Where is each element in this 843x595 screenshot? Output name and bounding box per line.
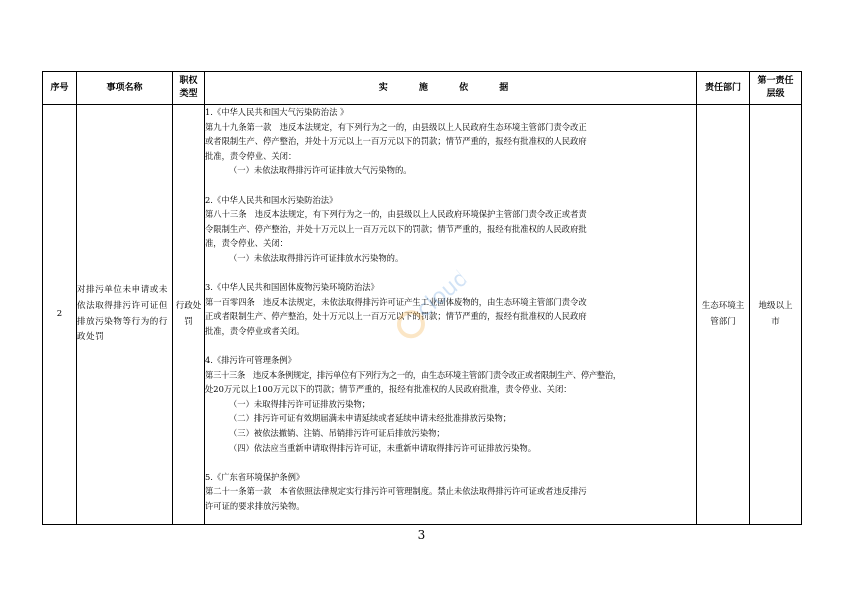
table-row	[43, 105, 802, 525]
item-line: （一）未取得排污许可证排放污染物；	[229, 398, 371, 409]
item-line: 处20万元以上100万元以下的罚款；情节严重的，报经有批准权的人民政府批准，责令停业、关闭：	[205, 384, 572, 395]
item-line: 第三十三条 违反本条例规定，排污单位有下列行为之一的，由生态环境主管部门责令改正或者限制生产、停产整治，	[205, 369, 621, 380]
item-line: 令限制生产、停产整治，并处十万元以上一百万元以下的罚款；情节严重的，报经有批准权的人民政府批	[205, 223, 587, 234]
item-line: （三）被依法撤销、注销、吊销排污许可证后排放污染物；	[229, 428, 445, 439]
cell-type: 行政处罚	[173, 105, 205, 525]
cell-name: 对排污单位未申请或未依法取得排污许可证但排放污染物等行为的行政处罚	[77, 105, 173, 525]
page-number: 3	[417, 528, 426, 542]
item-line: 或者限制生产、停产整治，并处十万元以上一百万元以下的罚款；情节严重的，报经有批准权的人民政府	[205, 136, 587, 147]
item-title: 1.《中华人民共和国大气污染防治法 》	[205, 107, 349, 117]
item-line: （二）排污许可证有效期届满未申请延续或者延续申请未经批准排放污染物；	[229, 413, 512, 424]
item-title: 5.《广东省环境保护条例》	[205, 471, 305, 482]
enforcement-table	[42, 71, 802, 525]
item-line: （一）未依法取得排污许可证排放水污染物的。	[229, 252, 404, 263]
header-type: 职权类型	[173, 72, 205, 105]
cell-no: 2	[43, 105, 77, 525]
item-line: 正或者限制生产、停产整治，处十万元以上一百万元以下的罚款；情节严重的，报经有批准权的人民政府	[205, 311, 587, 322]
item-title: 3.《中华人民共和国固体废物污染环境防治法》	[205, 282, 379, 293]
item-line: 许可证的要求排放污染物。	[205, 501, 305, 512]
item-line: 批准，责令停业或者关闭。	[205, 325, 305, 336]
item-line: 第一百零四条 违反本法规定，未依法取得排污许可证产生工业固体废物的，由生态环境主管部门责令改	[205, 296, 587, 307]
header-no: 序号	[43, 72, 77, 105]
item-line: （一）未依法取得排污许可证排放大气污染物的。	[229, 165, 412, 176]
cell-basis	[205, 105, 697, 525]
header-dept: 责任部门	[697, 72, 750, 105]
item-line: 第二十一条第一款 本省依照法律规定实行排污许可管理制度。禁止未依法取得排污许可证或者违反排污	[205, 486, 587, 497]
item-line: 批准，责令停业、关闭：	[205, 150, 297, 161]
basis-item-3	[205, 280, 696, 338]
watermark-text: cloud	[412, 265, 474, 323]
header-row	[43, 72, 802, 105]
header-basis: 实 施 依 据	[205, 72, 697, 105]
item-line: 准，责令停业、关闭：	[205, 238, 288, 249]
item-line: 第九十九条第一款 违反本法规定，有下列行为之一的，由县级以上人民政府生态环境主管部门责令改正	[205, 121, 587, 132]
basis-item-4	[205, 353, 696, 455]
basis-item-5	[205, 470, 696, 514]
header-level: 第一责任层级	[750, 72, 802, 105]
item-title: 4.《排污许可管理条例》	[205, 355, 296, 366]
item-line: 第八十三条 违反本法规定，有下列行为之一的，由县级以上人民政府环境保护主管部门责令改正或者责	[205, 209, 587, 220]
cell-dept: 生态环境主管部门	[697, 105, 750, 525]
cell-level: 地级以上市	[750, 105, 802, 525]
item-title: 2.《中华人民共和国水污染防治法》	[205, 194, 338, 205]
header-name: 事项名称	[77, 72, 173, 105]
basis-item-2	[205, 193, 696, 266]
item-line: （四）依法应当重新申请取得排污许可证，未重新申请取得排污许可证排放污染物。	[229, 442, 536, 453]
basis-item-1	[205, 105, 696, 178]
